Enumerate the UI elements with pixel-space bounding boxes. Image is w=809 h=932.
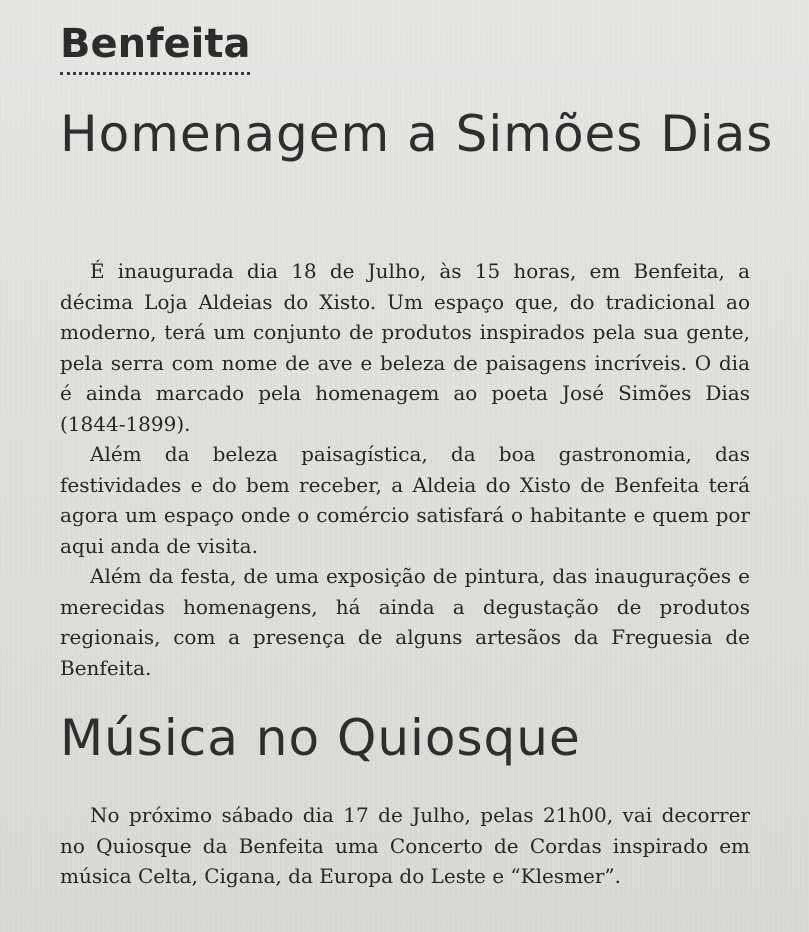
section-label: Benfeita: [60, 18, 250, 75]
article-headline-simoes-dias: Homenagem a Simões Dias: [60, 105, 774, 163]
article-paragraph: No próximo sábado dia 17 de Julho, pelas 21h00, vai decorrer no Quiosque da Benfeita uma Concerto de Cordas inspirado em música Celta, Cigana, da Europa do Leste e “Klesmer”.: [60, 803, 750, 888]
article-body-simoes-dias: [60, 256, 750, 683]
article-paragraph: Além da festa, de uma exposição de pintura, das inaugurações e merecidas homenagens, há ainda a degustação de produtos regionais, com a presença de alguns artesãos da Freguesia de Benfeita.: [60, 564, 750, 680]
article-body-musica-quiosque: [60, 800, 750, 892]
article-paragraph: Além da beleza paisagística, da boa gastronomia, das festividades e do bem receber, a Aldeia do Xisto de Benfeita terá agora um espaço onde o comércio satisfará o habitante e quem por aqui anda de visita.: [60, 442, 750, 558]
article-paragraph: É inaugurada dia 18 de Julho, às 15 horas, em Benfeita, a décima Loja Aldeias do Xisto. Um espaço que, do tradicional ao moderno, terá um conjunto de produtos inspirados pela sua gente, pela serra com nome de ave e beleza de paisagens incríveis. O dia é ainda marcado pela homenagem ao poeta José Simões Dias (1844-1899).: [60, 259, 750, 436]
article-headline-musica-quiosque: Música no Quiosque: [60, 709, 581, 767]
